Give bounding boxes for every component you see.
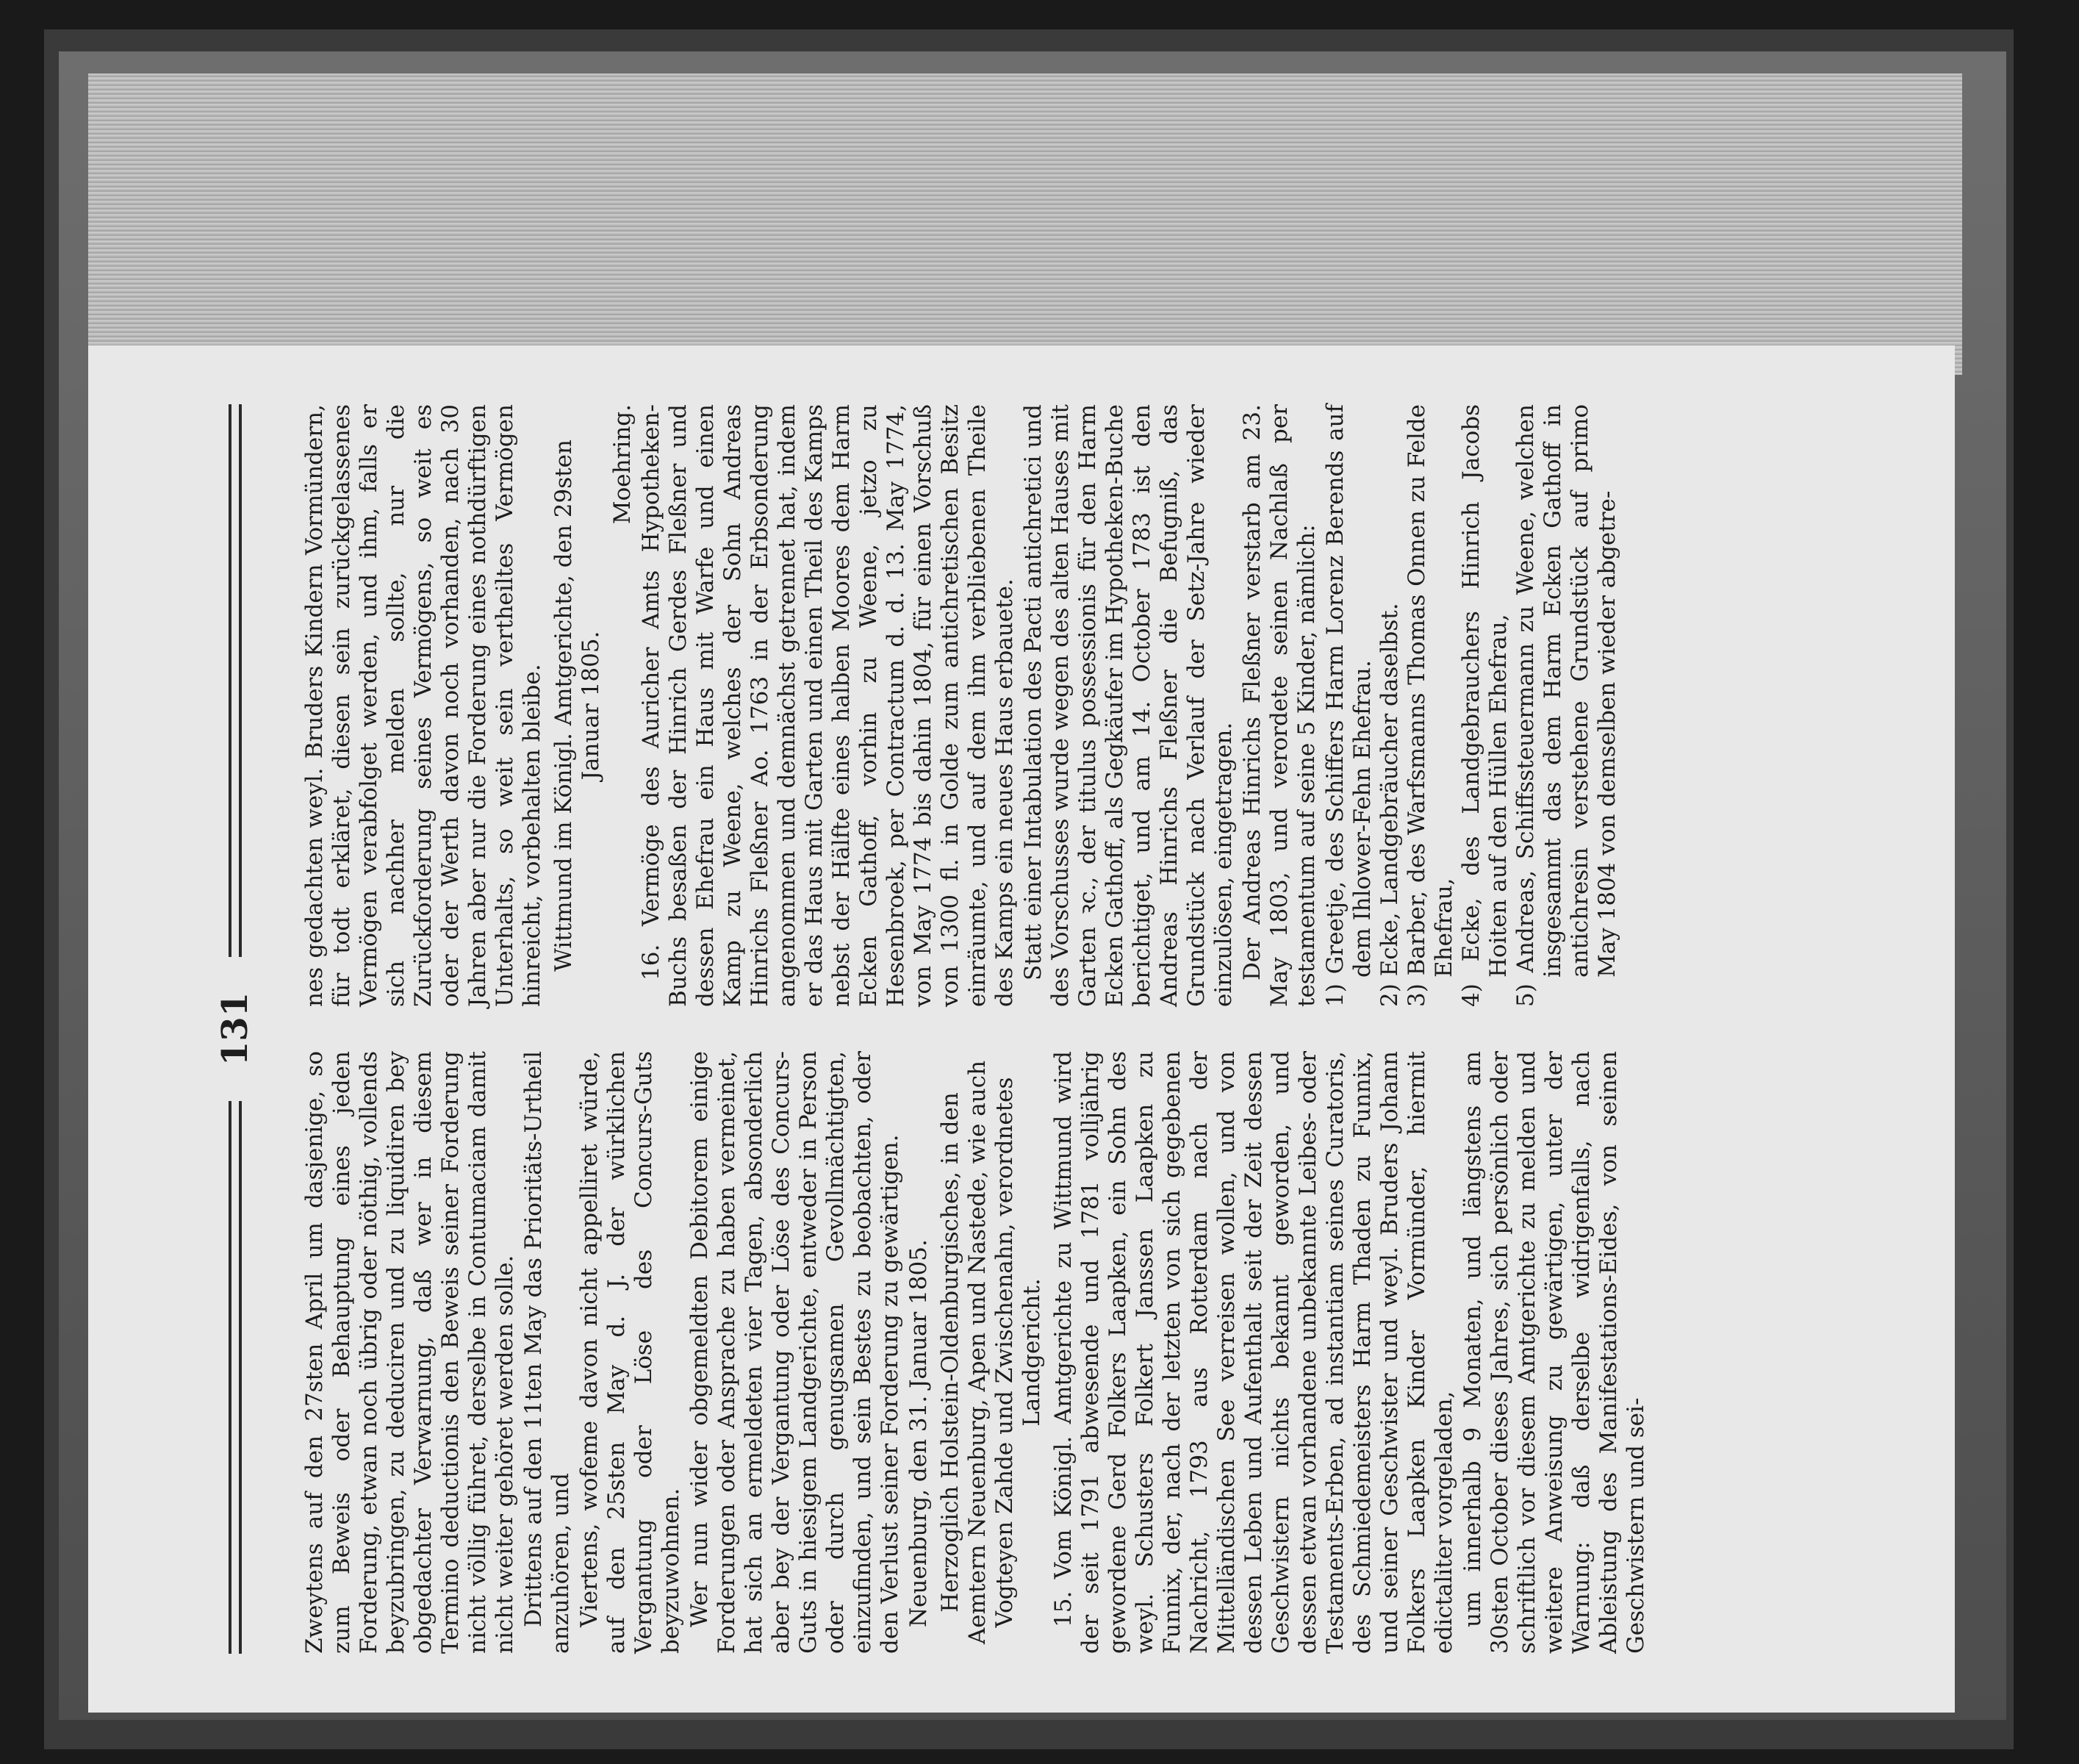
paragraph: 16. Vermöge des Auricher Amts Hypotheken-Buchs besaßen der Hinrich Gerdes Fleßner und dessen Ehefrau ein Haus mit Warfe und einen Kamp zu Weene, welches der Sohn Andreas Hinrichs Fleßner Ao. 1763 in der Erbsonderung angenommen und demnächst getrennet hat, indem er das Haus mit Garten und einen Theil des Kamps nebst der Hälfte eines halben Moores dem Harm Ecken Gathoff, vorhin zu Weene, jetzo zu Hesenbroek, per Contractum d. d. 13. May 1774, von May 1774 bis dahin 1804, für einen Vorschuß von 1300 fl. in Golde zum antichretischen Besitz einräumte, und auf dem ihm verbliebenen Theile des Kamps ein neues Haus erbauete. [638,404,1018,1007]
list-item: 5) Andreas, Schiffssteuermann zu Weene, welchen insgesammt das dem Harm Ecken Gathoff in antichresin verstehene Grundstück auf primo May 1804 von demselben wieder abgetre- [1512,404,1620,1007]
paragraph: Wer nun wider obgemeldten Debitorem einige Forderungen oder Ansprache zu haben vermeinet, hat sich an ermeldeten vier Tagen, absonderlich aber bey der Vergantung oder Löse des Concurs-Guts in hiesigem Landgerichte, entweder in Person oder durch genugsamen Gevollmächtigten, einzufinden, und sein Bestes zu beobachten, oder den Verlust seiner Forderung zu gewärtigen. [686,1051,903,1654]
paragraph: Drittens auf den 11ten May das Prioritäts-Urtheil anzuhören, und [520,1051,574,1654]
paragraph: Zweytens auf den 27sten April um dasjenige, so zum Beweis oder Behauptung eines jeden Forderung, etwan noch übrig oder nöthig, vollends beyzubringen, zu deduciren und zu liquidiren bey obgedachter Verwarnung, daß wer in diesem Termino deductionis den Beweis seiner Forderung nicht völlig führet, derselbe in Contumaciam damit nicht weiter gehöret werden solle. [301,1051,518,1654]
paragraph: 15. Vom Königl. Amtgerichte zu Wittmund wird der seit 1791 abwesende und 1781 volljährig gewordene Gerd Folkers Laapken, ein Sohn des weyl. Schusters Folkert Janssen Laapken zu Funnix, der, nach der letzten von sich gegebenen Nachricht, 1793 aus Rotterdam nach der Mittelländischen See verreisen wollen, und von dessen Leben und Aufenthalt seit der Zeit dessen Geschwistern nichts bekannt geworden, und dessen etwan vorhandene unbekannte Leibes- oder Testaments-Erben, ad instantiam seines Curatoris, des Schmiedemeisters Harm Thaden zu Funnix, und seiner Geschwister und weyl. Bruders Johann Folkers Laapken Kinder Vormünder, hiermit edictaliter vorgeladen, [1050,1051,1457,1654]
right-column [301,404,1621,1007]
list-item: 1) Greetje, des Schiffers Harm Lorenz Berends auf dem Ihlower-Fehn Ehefrau. [1322,404,1376,1007]
book-page [88,345,1955,1713]
dateline: Wittmund im Königl. Amtgerichte, den 29sten Januar 1805. [550,440,604,972]
left-column [301,1051,1651,1654]
header-rule-right [229,404,242,957]
paragraph: Statt einer Intabulation des Pacti antichretici und des Vorschusses wurde wegen des alten Hauses mit Garten ꝛc., der titulus possessionis für den Harm Ecken Gathoff, als Gegkäufer im Hypotheken-Buche berichtiget, und am 14. October 1783 ist den Andreas Hinrichs Fleßner die Befugniß, das Grundstück nach Verlauf der Setz-Jahre wieder einzulösen, eingetragen. [1020,404,1237,1007]
paragraph: Viertens, wofeme davon nicht appelliret würde, auf den 25sten May d. J. der würklichen Vergantung oder Löse des Concurs-Guts beyzuwohnen. [576,1051,684,1654]
page-number: 131 [215,992,256,1066]
page-header [198,404,272,1654]
list-item: 4) Ecke, des Landgebrauchers Hinrich Jacobs Hoiten auf den Hüllen Ehefrau, [1458,404,1512,1007]
paragraph: nes gedachten weyl. Bruders Kindern Vormündern, für todt erkläret, diesen sein zurückgelassenes Vermögen verabfolget werden, und ihm, falls er sich nachher melden sollte, nur die Zurückforderung seines Vermögens, so weit es oder der Werth davon noch vorhanden, nach 30 Jahren aber nur die Forderung eines nothdürftigen Unterhalts, so weit sein vertheiltes Vermögen hinreicht, vorbehalten bleibe. [301,404,545,1007]
list-item: 2) Ecke, Landgebräucher daselbst. [1376,603,1403,1007]
page-content [88,345,1955,1713]
paragraph: Der Andreas Hinrichs Fleßner verstarb am 23. May 1803, und verordete seinen Nachlaß per testamentum auf seine 5 Kinder, nämlich: [1239,404,1320,1007]
list-item: 3) Barber, des Warfsmanns Thomas Onnen zu Felde Ehefrau, [1404,404,1457,1007]
header-rule-left [229,1101,242,1654]
page-edges [88,74,1962,375]
signature: Moehring. [609,404,636,525]
paragraph: um innerhalb 9 Monaten, und längstens am 30sten October dieses Jahres, sich persönlich oder schriftlich vor diesem Amtgerichte zu melden und weitere Anweisung zu gewärtigen, unter der Warnung: daß derselbe widrigenfalls, nach Ableistung des Manifestations-Eides, von seinen Geschwistern und sei- [1459,1051,1649,1654]
dateline: Neuenburg, den 31. Januar 1805. [905,1239,932,1627]
issuer: Herzoglich Holstein-Oldenburgisches, in den Aemtern Neuenburg, Apen und Nastede, wie auch Vogteyen Zahde und Zwischenahn, verordnetes Landgericht. [937,1060,1045,1645]
